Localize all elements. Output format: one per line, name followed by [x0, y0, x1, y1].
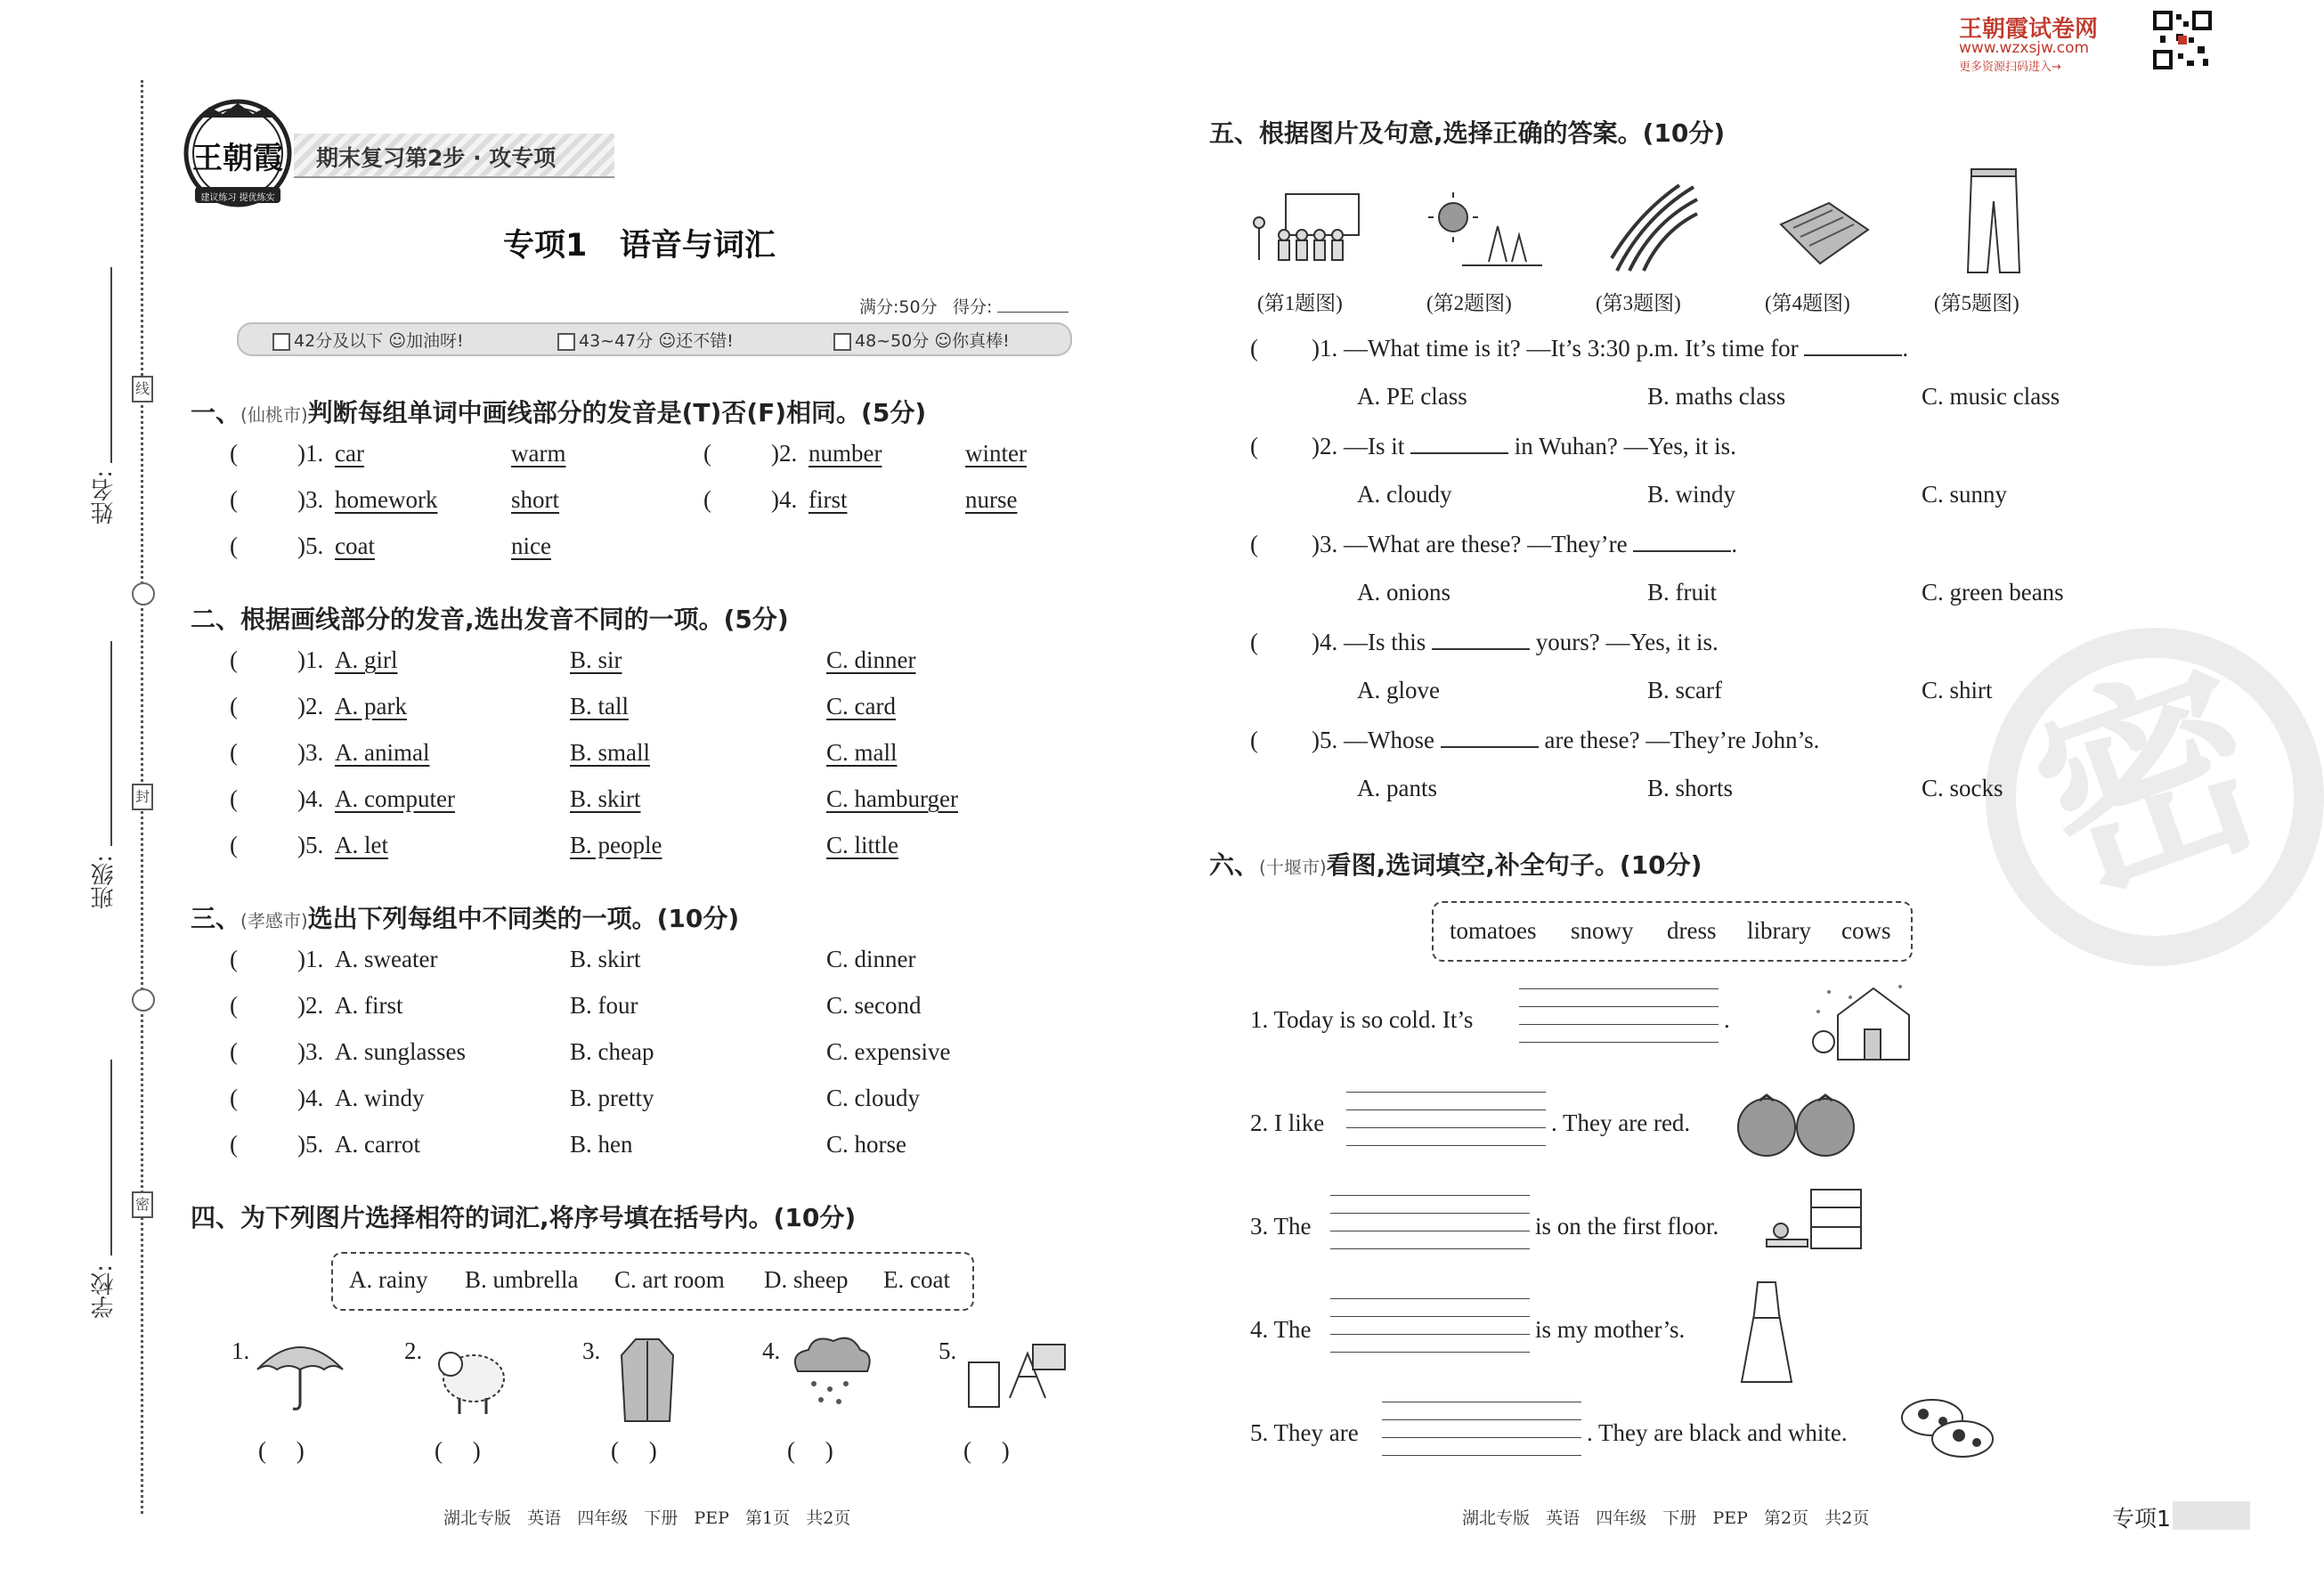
binding-ring	[132, 582, 155, 606]
s5-question: ( )5. —Whose are these? —They’re John’s.	[1250, 727, 1820, 753]
sheep-icon	[427, 1334, 516, 1419]
s6-sentence-start: 5. They are	[1250, 1419, 1359, 1446]
rain-cloud-icon	[787, 1332, 876, 1409]
logo-text: 王朝霞	[192, 141, 283, 176]
s4-answer-2[interactable]: ( )	[435, 1437, 481, 1464]
question-tail: in Wuhan? —Yes, it is.	[1514, 433, 1736, 459]
option-text: C. dinner	[826, 946, 916, 972]
answer-paren[interactable]: )2.	[297, 693, 324, 719]
option-b[interactable]: B. shorts	[1647, 775, 1734, 801]
option-text: C. horse	[826, 1131, 906, 1158]
cut-mark-line: 线	[132, 376, 153, 402]
question-text: )2. —Is it	[1312, 433, 1405, 459]
s6-sentence-start: 4. The	[1250, 1316, 1312, 1343]
banner-title: 期末复习第2步 · 攻专项	[316, 145, 557, 171]
option-text: B. skirt	[570, 946, 641, 972]
fill-blank[interactable]	[1804, 335, 1902, 356]
option-text: B. sir	[570, 646, 622, 673]
option-a[interactable]: A. onions	[1357, 579, 1451, 606]
fill-blank[interactable]	[1441, 727, 1539, 748]
option-text: C. card	[826, 693, 896, 719]
site-url: www.wzxsjw.com	[1959, 39, 2090, 57]
s6-sentence-start: 2. I like	[1250, 1109, 1325, 1136]
tomatoes-icon	[1735, 1092, 1859, 1159]
option-text: C. hamburger	[826, 785, 958, 812]
option: E. coat	[883, 1266, 950, 1293]
s6-sentence-end: . They are black and white.	[1587, 1419, 1848, 1446]
rating-1[interactable]: 42分及以下 ☺加油呀!	[272, 328, 464, 352]
page-tag-bar	[2173, 1501, 2250, 1530]
option-text: A. carrot	[335, 1131, 420, 1158]
s4-answer-3[interactable]: ( )	[611, 1437, 657, 1464]
green-beans-picture-icon	[1608, 182, 1702, 274]
option: D. sheep	[764, 1266, 849, 1293]
option-a[interactable]: A. PE class	[1357, 383, 1467, 410]
option-text: C. expensive	[826, 1038, 951, 1065]
s4-num-5: 5.	[939, 1337, 957, 1364]
question-text: )3. —What are these? —They’re	[1312, 531, 1628, 557]
question-tail: yours? —Yes, it is.	[1535, 629, 1719, 655]
word: tomatoes	[1450, 917, 1537, 944]
section-1-heading: 一、(仙桃市)判断每组单词中画线部分的发音是(T)否(F)相同。(5分)	[191, 398, 927, 427]
s5-question: ( )4. —Is this yours? —Yes, it is.	[1250, 629, 1719, 655]
student-name-line[interactable]	[110, 267, 112, 463]
option-text: B. hen	[570, 1131, 633, 1158]
s5-question: ( )2. —Is it in Wuhan? —Yes, it is.	[1250, 433, 1736, 459]
full-score: 满分:50分	[859, 297, 938, 317]
dress-icon	[1740, 1279, 1793, 1386]
site-name: 王朝霞试卷网	[1959, 16, 2099, 43]
answer-paren[interactable]: )1.	[297, 440, 324, 467]
four-line-writing-space[interactable]	[1330, 1195, 1530, 1266]
cut-mark-seal: 封	[132, 784, 153, 810]
rating-2[interactable]: 43~47分 ☺还不错!	[557, 328, 734, 352]
option-text: A. girl	[335, 646, 398, 673]
option-c[interactable]: C. music class	[1922, 383, 2060, 410]
answer-paren[interactable]: )4.	[297, 785, 324, 812]
option-text: B. four	[570, 992, 638, 1019]
s6-sentence-start: 3. The	[1250, 1213, 1312, 1239]
option-text: A. animal	[335, 739, 430, 766]
checkbox-icon[interactable]	[557, 333, 575, 351]
option-c[interactable]: C. socks	[1922, 775, 2003, 801]
option-text: B. pretty	[570, 1085, 654, 1111]
option-text: B. skirt	[570, 785, 641, 812]
answer-paren[interactable]: )3.	[297, 1038, 324, 1065]
option-text: A. sunglasses	[335, 1038, 466, 1065]
snowy-house-icon	[1811, 979, 1914, 1065]
sunny-picture-icon	[1426, 191, 1544, 271]
section-2-heading: 二、根据画线部分的发音,选出发音不同的一项。(5分)	[191, 605, 789, 634]
answer-paren[interactable]: )5.	[297, 1131, 324, 1158]
s4-answer-4[interactable]: ( )	[787, 1437, 833, 1464]
checkbox-icon[interactable]	[833, 333, 851, 351]
answer-paren[interactable]: )5.	[297, 832, 324, 858]
question-tail: are these? —They’re John’s.	[1544, 727, 1820, 753]
caption-5: (第5题图)	[1934, 292, 2019, 314]
question-end: .	[1731, 531, 1738, 557]
s6-sentence-end: . They are red.	[1551, 1109, 1691, 1136]
answer-paren[interactable]: )3.	[297, 739, 324, 766]
four-line-writing-space[interactable]	[1382, 1402, 1581, 1473]
option-text: A. park	[335, 693, 407, 719]
pe-class-picture-icon	[1250, 189, 1362, 272]
s4-answer-1[interactable]: ( )	[258, 1437, 305, 1464]
coat-icon	[616, 1336, 679, 1425]
question-end: .	[1902, 335, 1909, 362]
s4-num-3: 3.	[582, 1337, 601, 1364]
rating-bar	[237, 322, 1072, 356]
option: C. art room	[614, 1266, 725, 1293]
fill-blank[interactable]	[1633, 531, 1731, 552]
cows-icon	[1897, 1382, 1996, 1467]
art-room-icon	[965, 1336, 1069, 1414]
option-text: A. sweater	[335, 946, 438, 972]
answer-paren[interactable]: )2.	[297, 992, 324, 1019]
site-note: 更多资源扫码进入→	[1959, 61, 2061, 74]
option-c[interactable]: C. shirt	[1922, 677, 1993, 703]
score-input[interactable]	[997, 312, 1069, 313]
answer-paren[interactable]: )1.	[297, 646, 324, 673]
rating-3[interactable]: 48~50分 ☺你真棒!	[833, 328, 1010, 352]
option-text: C. mall	[826, 739, 898, 766]
question-text: )4. —Is this	[1312, 629, 1426, 655]
option-text: B. tall	[570, 693, 629, 719]
s5-question: ( )3. —What are these? —They’re .	[1250, 531, 1738, 557]
option-text: B. cheap	[570, 1038, 654, 1065]
s4-num-1: 1.	[232, 1337, 250, 1364]
student-name-label: 姓名:	[91, 470, 118, 524]
answer-paren[interactable]: )3.	[297, 486, 324, 513]
s4-answer-5[interactable]: ( )	[963, 1437, 1010, 1464]
page-title: 专项1 语音与词汇	[503, 228, 776, 264]
class-line[interactable]	[110, 641, 112, 846]
section-3-heading: 三、(孝感市)选出下列每组中不同类的一项。(10分)	[191, 904, 740, 933]
option-b[interactable]: B. fruit	[1647, 579, 1717, 606]
word: snowy	[1571, 917, 1634, 944]
pants-picture-icon	[1964, 166, 2023, 276]
option-text: A. let	[335, 832, 388, 858]
option: B. umbrella	[465, 1266, 579, 1293]
fill-blank[interactable]	[1432, 629, 1530, 650]
option-text: C. second	[826, 992, 922, 1019]
word: cows	[1841, 917, 1891, 944]
answer-paren[interactable]: )4.	[771, 486, 798, 513]
class-label: 班级:	[91, 855, 118, 909]
option-a[interactable]: A. pants	[1357, 775, 1437, 801]
question-text: )5. —Whose	[1312, 727, 1434, 753]
word: dress	[1667, 917, 1717, 944]
s6-sentence-end: is my mother’s.	[1535, 1316, 1686, 1343]
option-b[interactable]: B. maths class	[1647, 383, 1786, 410]
watermark-text: 密	[2006, 629, 2293, 937]
option-b[interactable]: B. windy	[1647, 481, 1736, 508]
watermark-seal	[1986, 628, 2324, 966]
option-text: C. cloudy	[826, 1085, 920, 1111]
four-line-writing-space[interactable]	[1330, 1298, 1530, 1369]
word: library	[1747, 917, 1811, 944]
footer-right: 湖北专版 英语 四年级 下册 PEP 第2页 共2页	[1462, 1508, 1870, 1528]
school-label: 学校:	[91, 1264, 118, 1319]
section-6-heading: 六、(十堰市)看图,选词填空,补全句子。(10分)	[1209, 850, 1702, 880]
checkbox-icon[interactable]	[272, 333, 290, 351]
s6-word-box	[1432, 901, 1913, 962]
four-line-writing-space[interactable]	[1346, 1092, 1546, 1163]
s6-sentence-start: 1. Today is so cold. It’s	[1250, 1006, 1474, 1033]
s4-num-4: 4.	[762, 1337, 781, 1364]
s5-question: ( )1. —What time is it? —It’s 3:30 p.m. It’s time for .	[1250, 335, 1909, 362]
option-text: A. first	[335, 992, 403, 1019]
s6-sentence-end: is on the first floor.	[1535, 1213, 1719, 1239]
footer-left: 湖北专版 英语 四年级 下册 PEP 第1页 共2页	[443, 1508, 851, 1528]
s6-sentence-end: .	[1724, 1006, 1730, 1033]
cut-mark-secret: 密	[132, 1191, 153, 1218]
umbrella-icon	[253, 1334, 347, 1414]
option-text: C. dinner	[826, 646, 916, 673]
s4-num-2: 2.	[404, 1337, 423, 1364]
option-text: B. people	[570, 832, 662, 858]
answer-paren[interactable]: )5.	[297, 532, 324, 559]
option-text: B. small	[570, 739, 651, 766]
logo-subtext: 建议练习 提优练实	[200, 193, 275, 203]
section-4-heading: 四、为下列图片选择相符的词汇,将序号填在括号内。(10分)	[191, 1203, 857, 1232]
option-text: A. windy	[335, 1085, 425, 1111]
four-line-writing-space[interactable]	[1519, 988, 1719, 1060]
scarf-picture-icon	[1776, 198, 1872, 269]
fill-blank[interactable]	[1410, 433, 1508, 454]
option-text: A. computer	[335, 785, 455, 812]
section-5-heading: 五、根据图片及句意,选择正确的答案。(10分)	[1209, 118, 1726, 148]
option-text: C. little	[826, 832, 898, 858]
caption-3: (第3题图)	[1596, 292, 1681, 314]
library-icon	[1763, 1186, 1865, 1263]
option-b[interactable]: B. scarf	[1647, 677, 1722, 703]
site-brand	[1959, 11, 2226, 73]
caption-2: (第2题图)	[1426, 292, 1512, 314]
school-line[interactable]	[110, 1060, 112, 1256]
option-a[interactable]: A. cloudy	[1357, 481, 1452, 508]
answer-paren[interactable]: )2.	[771, 440, 798, 467]
page-tag: 专项1	[2112, 1506, 2171, 1532]
score-label: 得分:	[953, 297, 993, 317]
option: A. rainy	[349, 1266, 428, 1293]
option-c[interactable]: C. green beans	[1922, 579, 2064, 606]
caption-1: (第1题图)	[1257, 292, 1343, 314]
s4-word-box	[331, 1252, 974, 1311]
binding-ring	[132, 988, 155, 1012]
qr-code-icon[interactable]	[2153, 11, 2212, 69]
brand-logo	[183, 98, 293, 208]
caption-4: (第4题图)	[1765, 292, 1850, 314]
option-c[interactable]: C. sunny	[1922, 481, 2008, 508]
option-a[interactable]: A. glove	[1357, 677, 1440, 703]
question-text: )1. —What time is it? —It’s 3:30 p.m. It’s time for	[1312, 335, 1799, 362]
answer-paren[interactable]: )1.	[297, 946, 324, 972]
answer-paren[interactable]: )4.	[297, 1085, 324, 1111]
